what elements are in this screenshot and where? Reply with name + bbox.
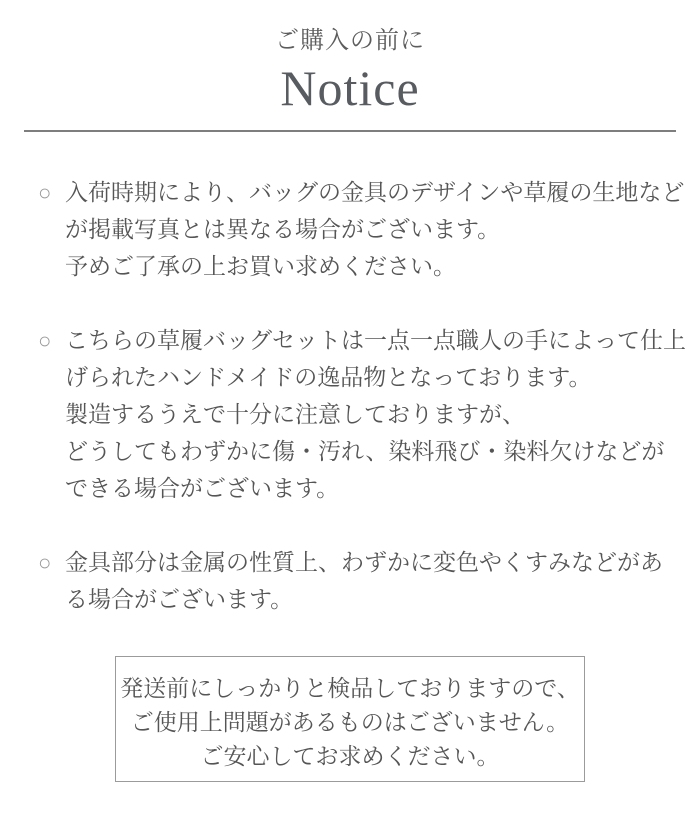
notice-line: る場合がございます。 (65, 586, 294, 612)
notice-line: どうしてもわずかに傷・汚れ、染料飛び・染料欠けなどが (65, 438, 665, 464)
notice-text (65, 322, 686, 507)
notice-item-metal-parts (38, 544, 676, 618)
assurance-line: 発送前にしっかりと検品しておりますので、 (120, 675, 580, 701)
assurance-box (115, 656, 585, 782)
notice-list (38, 174, 686, 618)
header (0, 0, 700, 115)
notice-line: 予めご了承の上お買い求めください。 (65, 253, 456, 279)
notice-line: 入荷時期により、バッグの金具のデザインや草履の生地など (65, 179, 685, 205)
circle-bullet-icon: ○ (38, 180, 52, 205)
notice-line: 製造するうえで十分に注意しておりますが、 (65, 401, 525, 427)
divider-rule (24, 130, 676, 132)
notice-item-handmade (38, 322, 686, 507)
circle-bullet-icon: ○ (38, 328, 52, 353)
notice-text (65, 544, 676, 618)
notice-line: 金具部分は金属の性質上、わずかに変色やくすみなどがあ (65, 549, 663, 575)
notice-line: できる場合がございます。 (65, 475, 340, 501)
circle-bullet-icon: ○ (38, 550, 52, 575)
notice-item-stock-variation (38, 174, 685, 285)
page-subtitle: ご購入の前に (275, 28, 425, 54)
assurance-line: ご使用上問題があるものはございません。 (130, 709, 570, 735)
notice-line: が掲載写真とは異なる場合がございます。 (65, 216, 501, 242)
notice-line: こちらの草履バッグセットは一点一点職人の手によって仕上 (65, 327, 686, 353)
assurance-line: ご安心してお求めください。 (200, 743, 500, 769)
page-title: Notice (280, 60, 420, 116)
notice-line: げられたハンドメイドの逸品物となっております。 (65, 364, 592, 390)
notice-text (65, 174, 684, 285)
